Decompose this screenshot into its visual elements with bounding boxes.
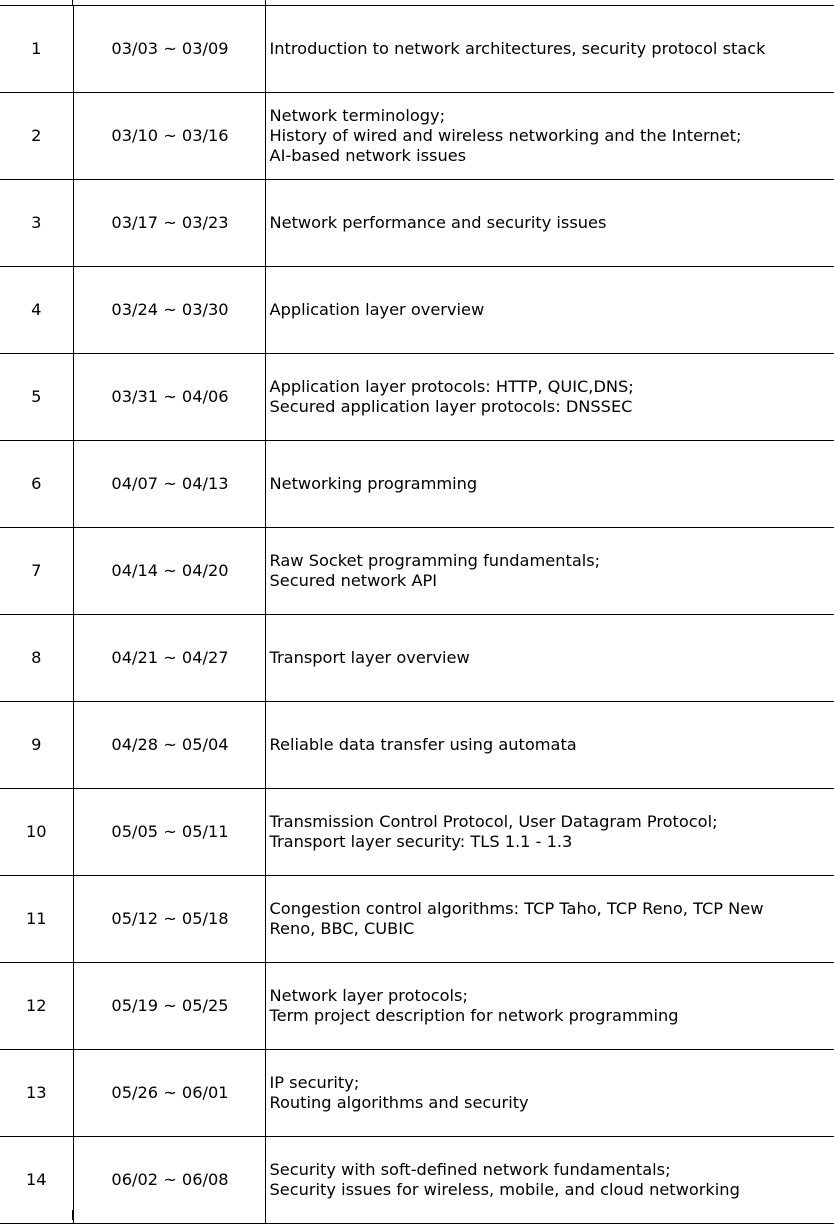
date-range: 03/10 ~ 03/16 xyxy=(73,93,265,180)
topic-line: Secured network API xyxy=(269,571,438,590)
table-row xyxy=(0,528,834,615)
column-divider-stub xyxy=(72,1210,73,1220)
date-range: 06/02 ~ 06/08 xyxy=(73,1137,265,1224)
table-row xyxy=(0,615,834,702)
topic-line: Transport layer overview xyxy=(269,648,470,667)
week-number: 2 xyxy=(0,93,73,180)
topic-line: AI-based network issues xyxy=(269,146,467,165)
topic-line: Raw Socket programming fundamentals; xyxy=(269,551,601,570)
topic-cell xyxy=(265,180,834,267)
table-row xyxy=(0,93,834,180)
topic-cell xyxy=(265,789,834,876)
topic-cell xyxy=(265,528,834,615)
table-bottom-edge xyxy=(0,1210,834,1220)
table-row xyxy=(0,876,834,963)
week-number: 14 xyxy=(0,1137,73,1224)
date-range: 05/19 ~ 05/25 xyxy=(73,963,265,1050)
date-range: 04/14 ~ 04/20 xyxy=(73,528,265,615)
topic-line: Transmission Control Protocol, User Datagram Protocol; xyxy=(269,812,718,831)
table-row xyxy=(0,789,834,876)
topic-cell xyxy=(265,6,834,93)
table-row xyxy=(0,180,834,267)
topic-line: Network performance and security issues xyxy=(269,213,607,232)
topic-cell xyxy=(265,267,834,354)
topic-line: Congestion control algorithms: TCP Taho, TCP Reno, TCP New xyxy=(269,899,764,918)
topic-line: Application layer protocols: HTTP, QUIC,DNS; xyxy=(269,377,634,396)
date-range: 05/05 ~ 05/11 xyxy=(73,789,265,876)
topic-cell xyxy=(265,1050,834,1137)
week-number: 13 xyxy=(0,1050,73,1137)
date-range: 04/28 ~ 05/04 xyxy=(73,702,265,789)
date-range: 03/31 ~ 04/06 xyxy=(73,354,265,441)
date-range: 04/07 ~ 04/13 xyxy=(73,441,265,528)
table-row xyxy=(0,702,834,789)
topic-cell xyxy=(265,876,834,963)
course-schedule-table xyxy=(0,5,834,1224)
topic-cell xyxy=(265,441,834,528)
topic-line: Security issues for wireless, mobile, and cloud networking xyxy=(269,1180,740,1199)
topic-cell xyxy=(265,615,834,702)
topic-line: Security with soft-defined network fundamentals; xyxy=(269,1160,671,1179)
week-number: 4 xyxy=(0,267,73,354)
topic-line: Network terminology; xyxy=(269,106,446,125)
table-row xyxy=(0,354,834,441)
week-number: 8 xyxy=(0,615,73,702)
date-range: 03/24 ~ 03/30 xyxy=(73,267,265,354)
week-number: 5 xyxy=(0,354,73,441)
topic-line: Routing algorithms and security xyxy=(269,1093,529,1112)
topic-cell xyxy=(265,354,834,441)
topic-cell xyxy=(265,702,834,789)
topic-line: Reliable data transfer using automata xyxy=(269,735,577,754)
topic-line: Networking programming xyxy=(269,474,478,493)
week-number: 7 xyxy=(0,528,73,615)
week-number: 6 xyxy=(0,441,73,528)
date-range: 03/03 ~ 03/09 xyxy=(73,6,265,93)
topic-line: Secured application layer protocols: DNSSEC xyxy=(269,397,633,416)
topic-line: Network layer protocols; xyxy=(269,986,468,1005)
table-row xyxy=(0,963,834,1050)
topic-line: Transport layer security: TLS 1.1 - 1.3 xyxy=(269,832,573,851)
date-range: 05/26 ~ 06/01 xyxy=(73,1050,265,1137)
week-number: 9 xyxy=(0,702,73,789)
schedule-body xyxy=(0,6,834,1224)
table-row xyxy=(0,1050,834,1137)
topic-line: Term project description for network programming xyxy=(269,1006,679,1025)
topic-cell xyxy=(265,93,834,180)
table-row xyxy=(0,6,834,93)
table-row xyxy=(0,441,834,528)
table-row xyxy=(0,267,834,354)
column-divider-stub xyxy=(265,1210,266,1220)
date-range: 03/17 ~ 03/23 xyxy=(73,180,265,267)
date-range: 04/21 ~ 04/27 xyxy=(73,615,265,702)
week-number: 11 xyxy=(0,876,73,963)
week-number: 12 xyxy=(0,963,73,1050)
week-number: 10 xyxy=(0,789,73,876)
week-number: 1 xyxy=(0,6,73,93)
topic-line: IP security; xyxy=(269,1073,360,1092)
topic-line: Reno, BBC, CUBIC xyxy=(269,919,415,938)
week-number: 3 xyxy=(0,180,73,267)
topic-line: History of wired and wireless networking and the Internet; xyxy=(269,126,742,145)
topic-line: Application layer overview xyxy=(269,300,485,319)
topic-line: Introduction to network architectures, security protocol stack xyxy=(269,39,766,58)
date-range: 05/12 ~ 05/18 xyxy=(73,876,265,963)
topic-cell xyxy=(265,963,834,1050)
